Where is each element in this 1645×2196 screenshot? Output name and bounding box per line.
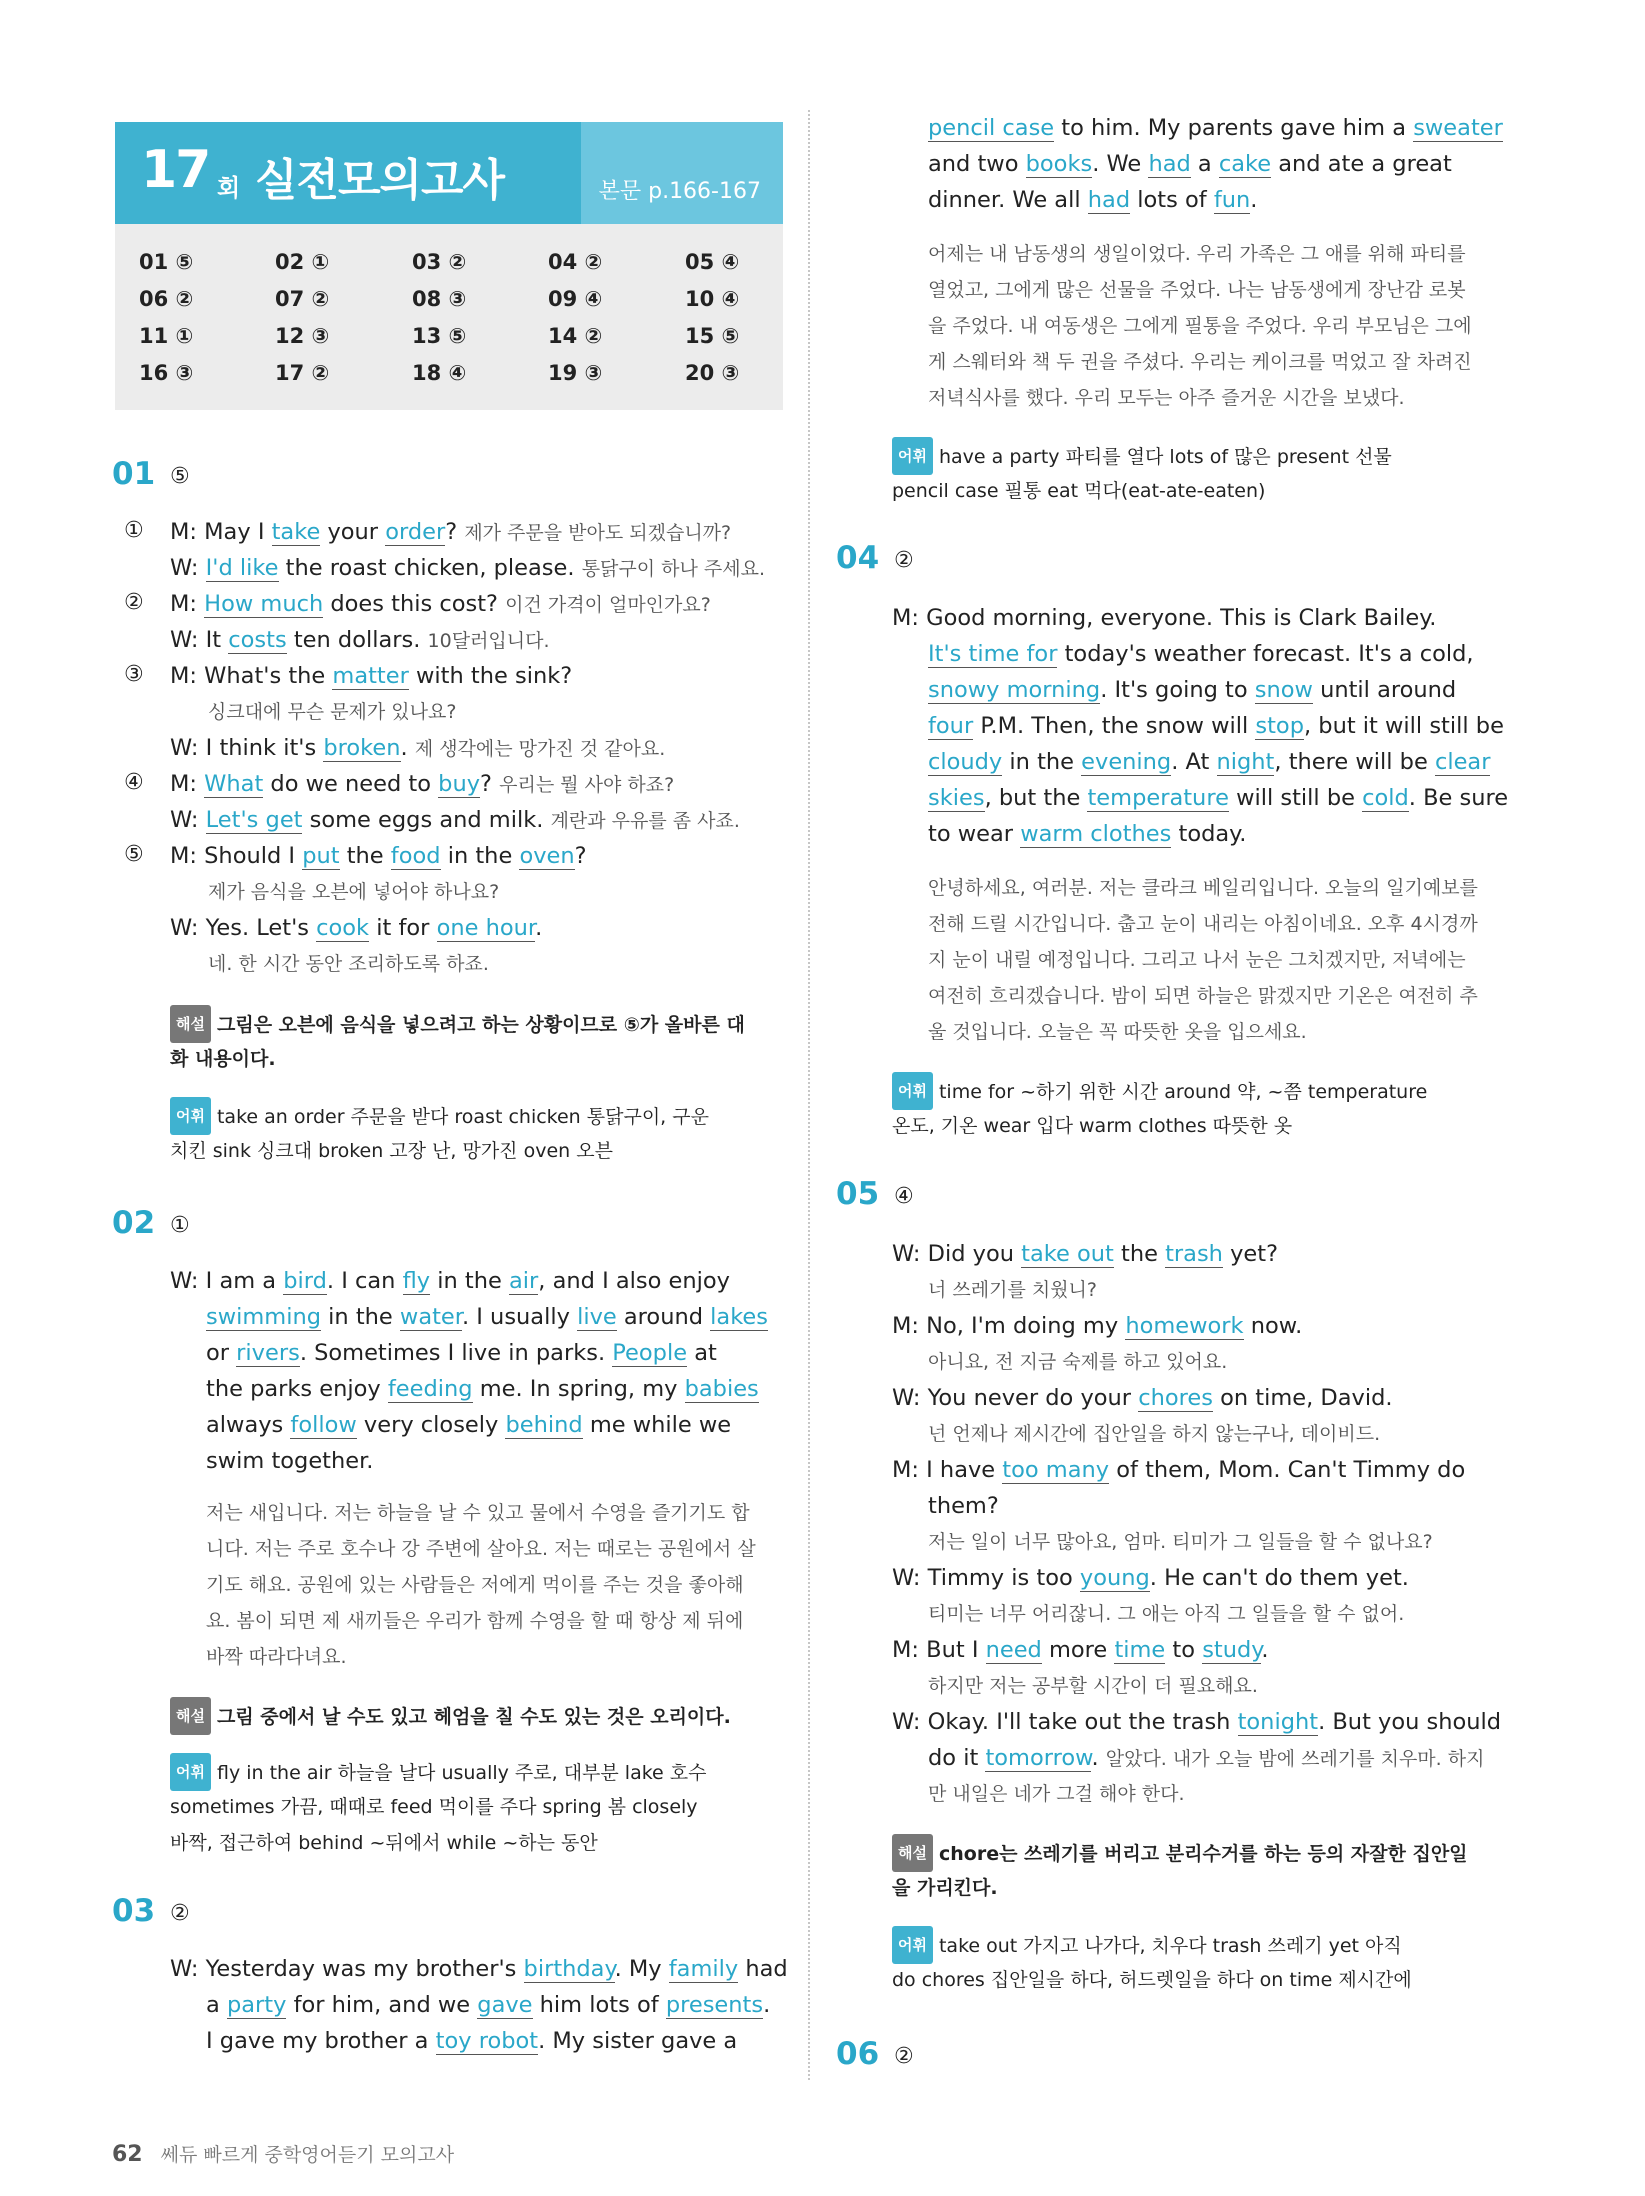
choice-mark: ① xyxy=(124,518,144,543)
translation-line: 만 내일은 네가 그걸 해야 한다. xyxy=(928,1783,1185,1805)
vocabulary: 어휘 take an order 주문을 받다 roast chicken 통닭구이, 구운 xyxy=(170,1097,709,1135)
explanation: 화 내용이다. xyxy=(170,1048,276,1070)
answer-cell: 12 ③ xyxy=(275,324,330,348)
dialogue-line: M: May I take your order? 제가 주문을 받아도 되겠습니까? xyxy=(170,519,732,545)
translation-line: 네. 한 시간 동안 조리하도록 하죠. xyxy=(208,953,489,975)
dialogue-line: W: Let's get some eggs and milk. 계란과 우유를 좀 사죠. xyxy=(170,807,740,833)
question-answer: ④ xyxy=(894,1184,914,1209)
vocabulary: 어휘 take out 가지고 나가다, 치우다 trash 쓰레기 yet 아직 xyxy=(892,1926,1402,1964)
translation-line: 바짝 따라다녀요. xyxy=(206,1646,347,1668)
choice-mark: ⑤ xyxy=(124,842,144,867)
answer-cell: 15 ⑤ xyxy=(685,324,740,348)
translation-line: 울 것입니다. 오늘은 꼭 따뜻한 옷을 입으세요. xyxy=(928,1021,1307,1043)
answer-cell: 16 ③ xyxy=(139,361,194,385)
monologue-line: It's time for today's weather forecast. It's a cold, xyxy=(928,641,1474,667)
answer-cell: 03 ② xyxy=(412,250,467,274)
explanation-tag: 해설 xyxy=(170,1697,211,1735)
explanation-tag: 해설 xyxy=(170,1005,211,1043)
question-answer: ⑤ xyxy=(170,464,190,489)
page-number: 62 xyxy=(112,2142,143,2167)
vocabulary-tag: 어휘 xyxy=(170,1753,211,1791)
question-number: 02 xyxy=(112,1205,156,1241)
dialogue-line: W: Timmy is too young. He can't do them yet. xyxy=(892,1565,1409,1591)
vocabulary: 바짝, 접근하여 behind ~뒤에서 while ~하는 동안 xyxy=(170,1832,598,1854)
answer-cell: 10 ④ xyxy=(685,287,740,311)
answer-cell: 20 ③ xyxy=(685,361,740,385)
vocabulary: 어휘 have a party 파티를 열다 lots of 많은 present 선물 xyxy=(892,437,1392,475)
answer-cell: 19 ③ xyxy=(548,361,603,385)
question-answer: ② xyxy=(894,548,914,573)
monologue-line: dinner. We all had lots of fun. xyxy=(928,187,1258,213)
monologue-line: M: Good morning, everyone. This is Clark Bailey. xyxy=(892,605,1437,631)
monologue-line: pencil case to him. My parents gave him a sweater xyxy=(928,115,1503,141)
question-answer: ② xyxy=(170,1901,190,1926)
vocabulary-tag: 어휘 xyxy=(170,1097,211,1135)
answer-cell: 17 ② xyxy=(275,361,330,385)
choice-mark: ② xyxy=(124,590,144,615)
monologue-line: a party for him, and we gave him lots of presents. xyxy=(206,1992,771,2018)
answer-cell: 13 ⑤ xyxy=(412,324,467,348)
explanation-tag: 해설 xyxy=(892,1834,933,1872)
translation-line: 안녕하세요, 여러분. 저는 클라크 베일리입니다. 오늘의 일기예보를 xyxy=(928,877,1478,899)
translation-line: 제가 음식을 오븐에 넣어야 하나요? xyxy=(208,881,500,903)
dialogue-line: M: Should I put the food in the oven? xyxy=(170,843,587,869)
dialogue-line: M: What do we need to buy? 우리는 뭘 사야 하죠? xyxy=(170,771,675,797)
monologue-line: to wear warm clothes today. xyxy=(928,821,1247,847)
dialogue-line: them? xyxy=(928,1493,999,1519)
monologue-line: W: Yesterday was my brother's birthday. My family had xyxy=(170,1956,788,1982)
monologue-line: skies, but the temperature will still be cold. Be sure xyxy=(928,785,1509,811)
answer-cell: 18 ④ xyxy=(412,361,467,385)
translation-line: 여전히 흐리겠습니다. 밤이 되면 하늘은 맑겠지만 기온은 여전히 추 xyxy=(928,985,1478,1007)
monologue-line: cloudy in the evening. At night, there will be clear xyxy=(928,749,1491,775)
dialogue-line: M: How much does this cost? 이건 가격이 얼마인가요? xyxy=(170,591,711,617)
column-divider xyxy=(808,110,810,2080)
test-number: 17 xyxy=(141,140,210,200)
answer-cell: 06 ② xyxy=(139,287,194,311)
monologue-line: always follow very closely behind me while we xyxy=(206,1412,732,1438)
dialogue-line: W: I'd like the roast chicken, please. 통닭구이 하나 주세요. xyxy=(170,555,765,581)
answer-cell: 01 ⑤ xyxy=(139,250,194,274)
question-number: 06 xyxy=(836,2036,880,2072)
translation-line: 지 눈이 내릴 예정입니다. 그리고 나서 눈은 그치겠지만, 저녁에는 xyxy=(928,949,1466,971)
translation-line: 열었고, 그에게 많은 선물을 주었다. 나는 남동생에게 장난감 로봇 xyxy=(928,279,1466,301)
translation-line: 넌 언제나 제시간에 집안일을 하지 않는구나, 데이비드. xyxy=(928,1423,1381,1445)
vocabulary: 치킨 sink 싱크대 broken 고장 난, 망가진 oven 오븐 xyxy=(170,1140,613,1162)
translation-line: 저녁식사를 했다. 우리 모두는 아주 즐거운 시간을 보냈다. xyxy=(928,387,1405,409)
answer-cell: 09 ④ xyxy=(548,287,603,311)
question-number: 01 xyxy=(112,456,156,492)
question-number: 04 xyxy=(836,540,880,576)
answer-cell: 14 ② xyxy=(548,324,603,348)
monologue-line: the parks enjoy feeding me. In spring, my babies xyxy=(206,1376,759,1402)
vocabulary: 어휘 time for ~하기 위한 시간 around 약, ~쯤 temperature xyxy=(892,1072,1427,1110)
explanation: 해설 chore는 쓰레기를 버리고 분리수거를 하는 등의 자잘한 집안일 xyxy=(892,1834,1468,1872)
monologue-line: or rivers. Sometimes I live in parks. People at xyxy=(206,1340,717,1366)
monologue-line: swim together. xyxy=(206,1448,374,1474)
page-footer xyxy=(112,2140,454,2167)
translation-line: 요. 봄이 되면 제 새끼들은 우리가 함께 수영을 할 때 항상 제 뒤에 xyxy=(206,1610,744,1632)
dialogue-line: M: But I need more time to study. xyxy=(892,1637,1269,1663)
explanation: 해설 그림은 오븐에 음식을 넣으려고 하는 상황이므로 ⑤가 올바른 대 xyxy=(170,1005,745,1043)
translation-line: 니다. 저는 주로 호수나 강 주변에 살아요. 저는 때로는 공원에서 살 xyxy=(206,1538,756,1560)
dialogue-line: W: Okay. I'll take out the trash tonight. But you should xyxy=(892,1709,1502,1735)
translation-line: 아니요, 전 지금 숙제를 하고 있어요. xyxy=(928,1351,1228,1373)
dialogue-line: M: I have too many of them, Mom. Can't Timmy do xyxy=(892,1457,1466,1483)
vocabulary: do chores 집안일을 하다, 허드렛일을 하다 on time 제시간에 xyxy=(892,1969,1412,1991)
vocabulary-tag: 어휘 xyxy=(892,1072,933,1110)
choice-mark: ④ xyxy=(124,770,144,795)
translation-line: 티미는 너무 어리잖니. 그 애는 아직 그 일들을 할 수 없어. xyxy=(928,1603,1405,1625)
dialogue-line: W: Yes. Let's cook it for one hour. xyxy=(170,915,543,941)
banner-ref-box xyxy=(581,122,783,224)
dialogue-line: M: What's the matter with the sink? xyxy=(170,663,573,689)
vocabulary: pencil case 필통 eat 먹다(eat-ate-eaten) xyxy=(892,480,1266,502)
monologue-line: I gave my brother a toy robot. My sister gave a xyxy=(206,2028,738,2054)
test-title: 실전모의고사 xyxy=(255,155,505,206)
monologue-line: swimming in the water. I usually live around lakes xyxy=(206,1304,768,1330)
translation-line: 너 쓰레기를 치웠니? xyxy=(928,1279,1097,1301)
question-number: 05 xyxy=(836,1176,880,1212)
dialogue-line: W: Did you take out the trash yet? xyxy=(892,1241,1279,1267)
dialogue-line: W: You never do your chores on time, David. xyxy=(892,1385,1393,1411)
answer-cell: 04 ② xyxy=(548,250,603,274)
answer-cell: 08 ③ xyxy=(412,287,467,311)
dialogue-line: do it tomorrow. 알았다. 내가 오늘 밤에 쓰레기를 치우마. 하지 xyxy=(928,1745,1485,1771)
translation-line: 저는 일이 너무 많아요, 엄마. 티미가 그 일들을 할 수 없나요? xyxy=(928,1531,1433,1553)
book-title: 쎄듀 빠르게 중학영어듣기 모의고사 xyxy=(160,2144,455,2166)
monologue-line: snowy morning. It's going to snow until around xyxy=(928,677,1457,703)
explanation: 해설 그림 중에서 날 수도 있고 헤엄을 칠 수도 있는 것은 오리이다. xyxy=(170,1697,731,1735)
translation-line: 저는 새입니다. 저는 하늘을 날 수 있고 물에서 수영을 즐기기도 합 xyxy=(206,1502,750,1524)
monologue-line: W: I am a bird. I can fly in the air, and I also enjoy xyxy=(170,1268,730,1294)
dialogue-line: M: No, I'm doing my homework now. xyxy=(892,1313,1303,1339)
choice-mark: ③ xyxy=(124,662,144,687)
answer-cell: 02 ① xyxy=(275,250,330,274)
dialogue-line: W: It costs ten dollars. 10달러입니다. xyxy=(170,627,550,653)
vocabulary: 어휘 fly in the air 하늘을 날다 usually 주로, 대부분 lake 호수 xyxy=(170,1753,706,1791)
translation-line: 을 주었다. 내 여동생은 그에게 필통을 주었다. 우리 부모님은 그에 xyxy=(928,315,1472,337)
vocabulary-tag: 어휘 xyxy=(892,1926,933,1964)
answer-cell: 11 ① xyxy=(139,324,194,348)
answer-cell: 05 ④ xyxy=(685,250,740,274)
test-title-banner xyxy=(115,122,783,224)
translation-line: 기도 해요. 공원에 있는 사람들은 저에게 먹이를 주는 것을 좋아해 xyxy=(206,1574,744,1596)
monologue-line: and two books. We had a cake and ate a great xyxy=(928,151,1452,177)
page-reference: 본문 p.166-167 xyxy=(598,179,761,204)
answer-cell: 07 ② xyxy=(275,287,330,311)
translation-line: 싱크대에 무슨 문제가 있나요? xyxy=(208,701,457,723)
question-number: 03 xyxy=(112,1893,156,1929)
question-answer: ② xyxy=(894,2044,914,2069)
explanation: 을 가리킨다. xyxy=(892,1877,998,1899)
vocabulary: 온도, 기온 wear 입다 warm clothes 따뜻한 옷 xyxy=(892,1115,1293,1137)
translation-line: 게 스웨터와 책 두 권을 주셨다. 우리는 케이크를 먹었고 잘 차려진 xyxy=(928,351,1472,373)
answer-key xyxy=(115,224,783,410)
dialogue-line: W: I think it's broken. 제 생각에는 망가진 것 같아요. xyxy=(170,735,666,761)
test-unit: 회 xyxy=(217,174,241,202)
monologue-line: four P.M. Then, the snow will stop, but it will still be xyxy=(928,713,1504,739)
translation-line: 전해 드릴 시간입니다. 춥고 눈이 내리는 아침이네요. 오후 4시경까 xyxy=(928,913,1478,935)
vocabulary-tag: 어휘 xyxy=(892,437,933,475)
translation-line: 어제는 내 남동생의 생일이었다. 우리 가족은 그 애를 위해 파티를 xyxy=(928,243,1466,265)
question-answer: ① xyxy=(170,1213,190,1238)
translation-line: 하지만 저는 공부할 시간이 더 필요해요. xyxy=(928,1675,1258,1697)
vocabulary: sometimes 가끔, 때때로 feed 먹이를 주다 spring 봄 closely xyxy=(170,1796,698,1818)
